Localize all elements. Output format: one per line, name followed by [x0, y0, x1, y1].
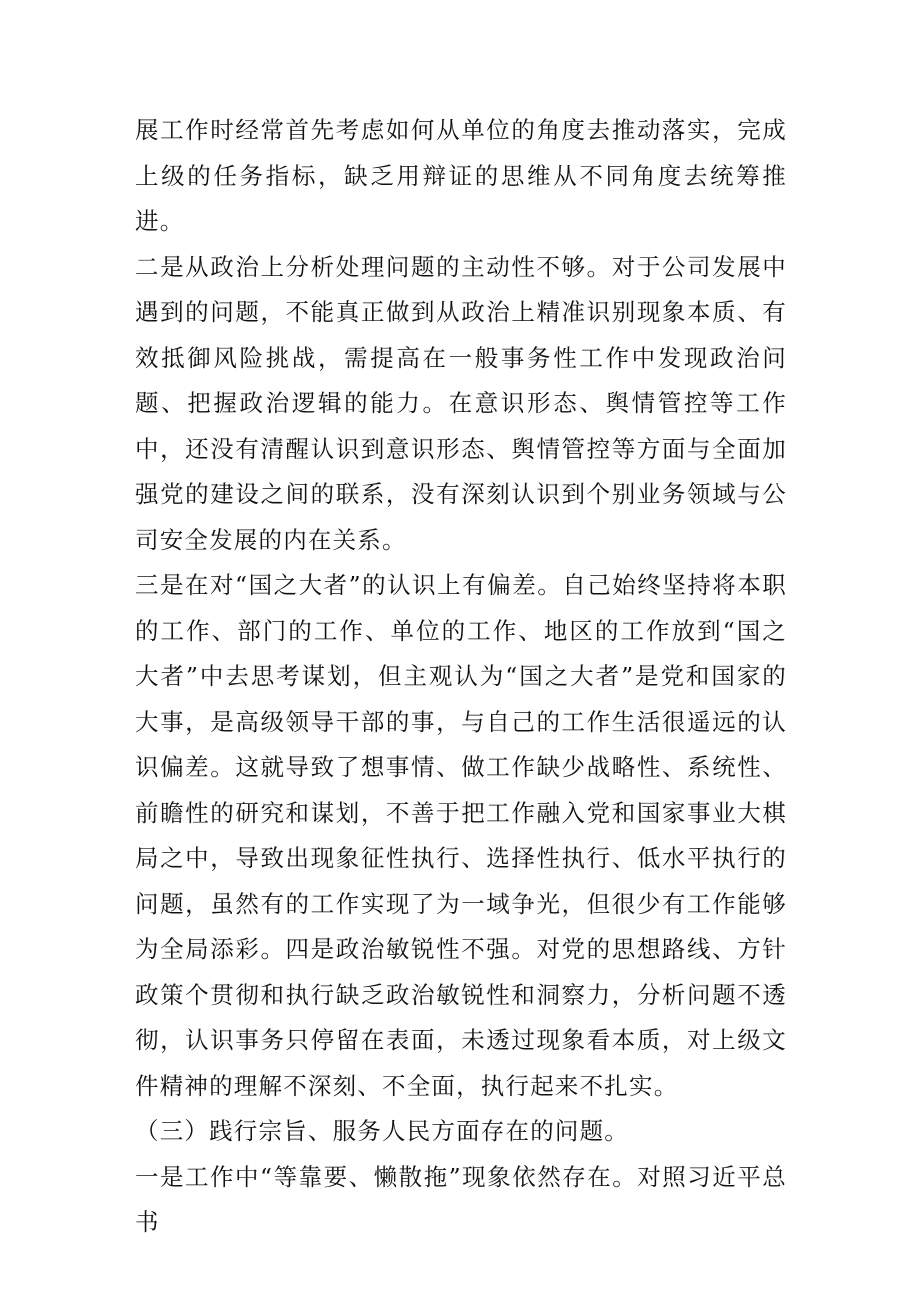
paragraph-continuation: 展工作时经常首先考虑如何从单位的角度去推动落实，完成上级的任务指标，缺乏用辩证的思维从不同角度去统筹推进。	[135, 116, 787, 235]
paragraph-point-one: 一是工作中“等靠要、懒散拖”现象依然存在。对照习近平总书	[135, 1162, 787, 1236]
paragraph-point-three: 三是在对“国之大者”的认识上有偏差。自己始终坚持将本职的工作、部门的工作、单位的工作、地区的工作放到“国之大者”中去思考谋划，但主观认为“国之大者”是党和国家的大事，是高级领导干部的事，与自己的工作生活很遥远的认识偏差。这就导致了想事情、做工作缺少战略性、系统性、前瞻性的研究和谋划，不善于把工作融入党和国家事业大棋局之中，导致出现象征性执行、选择性执行、低水平执行的问题，虽然有的工作实现了为一域争光，但很少有工作能够为全局添彩。四是政治敏锐性不强。对党的思想路线、方针政策个贯彻和执行缺乏政治敏锐性和洞察力，分析问题不透彻，认识事务只停留在表面，未透过现象看本质，对上级文件精神的理解不深刻、不全面，执行起来不扎实。	[135, 571, 787, 1100]
paragraph-point-two: 二是从政治上分析处理问题的主动性不够。对于公司发展中遇到的问题，不能真正做到从政治上精准识别现象本质、有效抵御风险挑战，需提高在一般事务性工作中发现政治问题、把握政治逻辑的能力。在意识形态、舆情管控等工作中，还没有清醒认识到意识形态、舆情管控等方面与全面加强党的建设之间的联系，没有深刻认识到个别业务领域与公司安全发展的内在关系。	[135, 252, 787, 554]
document-body	[135, 108, 787, 1246]
section-heading-three: （三）践行宗旨、服务人民方面存在的问题。	[135, 1117, 629, 1145]
